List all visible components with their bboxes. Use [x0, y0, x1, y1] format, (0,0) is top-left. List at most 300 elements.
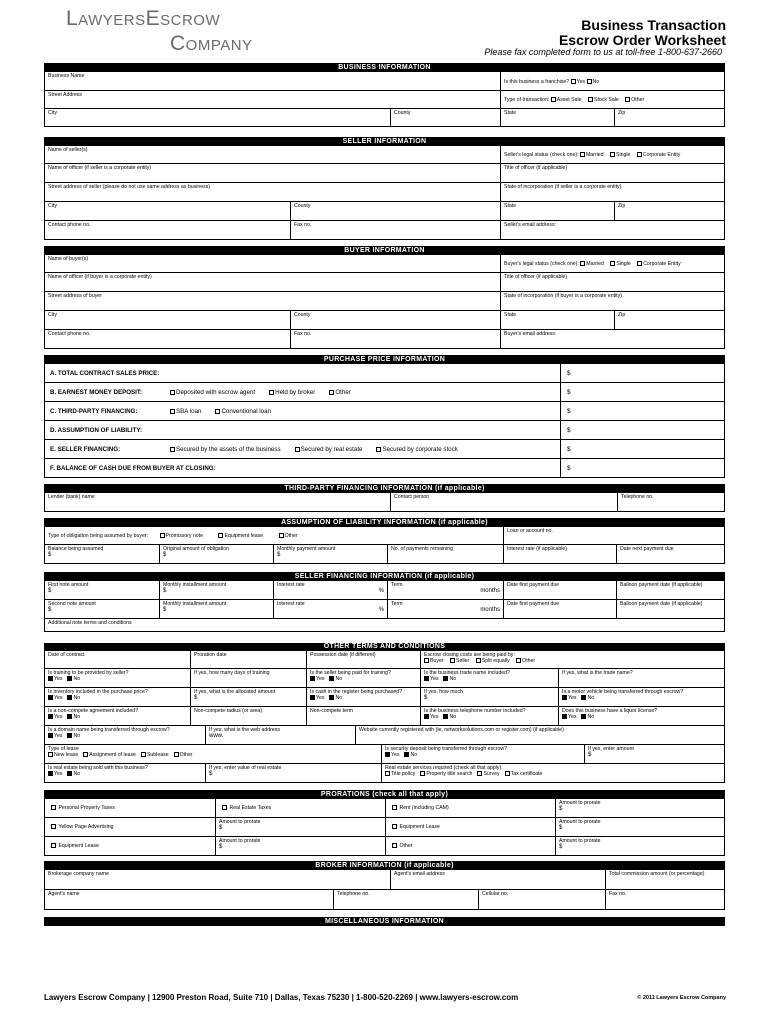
rent-checkbox[interactable]	[392, 805, 397, 810]
equipment-2-amount-field[interactable]	[215, 837, 385, 855]
survey-checkbox[interactable]	[477, 771, 482, 776]
earnest-money-label: B. EARNEST MONEY DEPOSIT:	[50, 388, 143, 396]
seller-corporate-label: Corporate Entity	[642, 152, 681, 158]
buyer-officer-title-field[interactable]	[500, 273, 724, 291]
business-section	[44, 63, 725, 127]
noncompete-question-label: Is a non-compete agreement included?	[48, 708, 138, 714]
equipment-lease-checkbox[interactable]	[218, 533, 223, 538]
street-address-field[interactable]	[45, 91, 500, 108]
seller-financing-section	[44, 572, 725, 632]
secured-stock-checkbox[interactable]	[376, 447, 381, 452]
buyer-street-label: Street address of buyer	[48, 293, 102, 299]
seller-email-field[interactable]	[500, 221, 724, 239]
seller-financing-amount[interactable]: $	[560, 440, 724, 458]
seller-single-label: Single	[616, 152, 631, 158]
noncompete-yes-label: Yes	[54, 714, 63, 721]
second-note-label: Second note amount	[48, 601, 96, 607]
lender-phone-field[interactable]	[617, 493, 724, 511]
first-installment-label: Monthly installment amount	[163, 582, 227, 588]
inventory-no-checkbox[interactable]	[67, 695, 72, 700]
costs-split-checkbox[interactable]	[476, 658, 481, 663]
equipment-amount-label: Amount to prorate	[559, 819, 601, 825]
second-installment-field[interactable]	[159, 600, 273, 618]
street-address-label: Street Address	[48, 92, 83, 98]
paid-no-checkbox[interactable]	[329, 676, 334, 681]
fax-note: Please fax completed form to us at toll-free 1-800-637-2660	[484, 47, 722, 57]
seller-financing-label: E. SELLER FINANCING:	[50, 445, 121, 453]
assignment-checkbox[interactable]	[83, 752, 88, 757]
prorations-heading: PRORATIONS (check all that apply)	[44, 790, 725, 799]
balance-cash-amount[interactable]: $	[560, 459, 724, 477]
equipment-lease-proration-label: Equipment Lease	[399, 824, 440, 830]
cash-register-label: Is cash in the register being purchased?	[310, 689, 402, 695]
buyer-email-field[interactable]	[500, 330, 724, 348]
inventory-yes-label: Yes	[54, 695, 63, 702]
noncompete-radius-field[interactable]	[190, 707, 306, 725]
misc-notes-area[interactable]	[44, 926, 725, 986]
contact-person-field[interactable]	[390, 493, 617, 511]
real-estate-no-checkbox[interactable]	[67, 771, 72, 776]
real-estate-value-field[interactable]	[205, 764, 381, 782]
seller-fax-field[interactable]	[290, 221, 500, 239]
buyer-city-field[interactable]	[45, 311, 290, 329]
seller-married-checkbox[interactable]	[580, 152, 585, 157]
buyer-corporate-checkbox[interactable]	[637, 261, 642, 266]
deposited-escrow-label: Deposited with escrow agent	[176, 388, 256, 396]
real-estate-value-dollar: $	[209, 771, 213, 778]
costs-split-label: Split equally	[481, 658, 510, 665]
business-city-field[interactable]	[45, 109, 390, 126]
equipment-lease-option-2	[45, 837, 215, 855]
other-amount-field[interactable]	[555, 837, 724, 855]
agent-phone-field[interactable]	[333, 890, 478, 909]
brokerage-name-field[interactable]	[45, 870, 390, 889]
second-payment-field[interactable]	[503, 600, 616, 618]
first-term-label: Term	[391, 582, 403, 588]
monthly-payment-label: Monthly payment amount	[277, 546, 336, 552]
lease-other-label: Other	[179, 752, 193, 759]
buyer-married-checkbox[interactable]	[580, 261, 585, 266]
payments-remaining-field[interactable]	[387, 545, 503, 563]
seller-incorporation-label: State of incorporation (if seller is a corporate entity)	[504, 184, 622, 190]
original-amount-dollar: $	[163, 552, 167, 559]
second-interest-field[interactable]	[273, 600, 387, 618]
first-term-months: months	[480, 588, 500, 595]
vehicle-no-label: No	[587, 695, 595, 702]
domain-no-checkbox[interactable]	[67, 733, 72, 738]
domain-question	[45, 726, 205, 744]
first-interest-percent: %	[378, 588, 384, 595]
assumption-liability-amount[interactable]: $	[560, 421, 724, 439]
seller-street-label: Street address of seller (please do not use same address as business)	[48, 184, 211, 190]
inventory-question	[45, 688, 190, 706]
broker-section	[44, 861, 725, 910]
buyer-section	[44, 246, 725, 349]
buyer-legal-status	[500, 255, 724, 272]
first-interest-field[interactable]	[273, 581, 387, 599]
loan-number-field[interactable]	[503, 527, 724, 544]
trade-yes-checkbox[interactable]	[424, 676, 429, 681]
training-paid-question	[306, 669, 420, 687]
phone-number-label: Is the business telephone number included?	[424, 708, 526, 714]
liquor-no-checkbox[interactable]	[581, 714, 586, 719]
liquor-question-label: Does this business have a liquor license?	[562, 708, 658, 714]
costs-other-label: Other	[522, 658, 536, 665]
first-term-field[interactable]	[387, 581, 503, 599]
seller-city-field[interactable]	[45, 202, 290, 220]
noncompete-no-label: No	[73, 714, 81, 721]
deposit-yes-checkbox[interactable]	[385, 752, 390, 757]
buyer-county-field[interactable]	[290, 311, 500, 329]
first-payment-label: Date first payment due	[507, 582, 560, 588]
interest-rate-field[interactable]	[503, 545, 616, 563]
agent-name-field[interactable]	[45, 890, 333, 909]
new-lease-checkbox[interactable]	[48, 752, 53, 757]
liquor-yes-checkbox[interactable]	[562, 714, 567, 719]
buyer-corporate-label: Corporate Entity	[643, 261, 681, 267]
balance-assumed-label: Balance being assumed	[48, 546, 104, 552]
other-sale-checkbox[interactable]	[625, 97, 630, 102]
inventory-amount-label: If yes, what is the allocated amount	[194, 689, 276, 695]
equipment-2-amount-label: Amount to prorate	[219, 838, 261, 844]
first-note-label: First note amount	[48, 582, 89, 588]
inventory-no-label: No	[73, 695, 81, 702]
asset-sale-label: Asset Sale	[556, 97, 582, 103]
document-title	[559, 18, 726, 48]
seller-zip-label: Zip	[618, 203, 626, 209]
trade-no-checkbox[interactable]	[443, 676, 448, 681]
cash-yes-label: Yes	[316, 695, 325, 702]
deposited-escrow-checkbox[interactable]	[170, 390, 175, 395]
costs-seller-label: Seller	[456, 658, 470, 665]
paid-yes-label: Yes	[316, 676, 325, 683]
real-estate-no-label: No	[73, 771, 81, 778]
additional-terms-field[interactable]	[45, 619, 724, 631]
agent-fax-field[interactable]	[605, 890, 724, 909]
second-balloon-field[interactable]	[616, 600, 724, 618]
seller-state-field[interactable]	[500, 202, 614, 220]
training-yes-checkbox[interactable]	[48, 676, 53, 681]
title-policy-checkbox[interactable]	[385, 771, 390, 776]
equipment-amount-field[interactable]	[555, 818, 724, 836]
second-note-field[interactable]	[45, 600, 159, 618]
first-installment-field[interactable]	[159, 581, 273, 599]
business-heading: BUSINESS INFORMATION	[44, 63, 725, 72]
seller-officer-title-label: Title of officer (if applicable)	[504, 165, 568, 171]
agent-cell-field[interactable]	[478, 890, 605, 909]
other-proration-checkbox[interactable]	[392, 843, 397, 848]
page-footer	[44, 993, 726, 1002]
secured-real-estate-label: Secured by real estate	[300, 445, 363, 453]
new-lease-label: New lease	[54, 752, 79, 759]
sublease-label: Sublease	[146, 752, 169, 759]
equipment-lease-2-checkbox[interactable]	[51, 843, 56, 848]
equipment-lease-proration-checkbox[interactable]	[392, 824, 397, 829]
second-term-label: Term	[391, 601, 403, 607]
balance-cash-row	[45, 459, 724, 478]
trade-name-field[interactable]	[558, 669, 724, 687]
transaction-type-label: Type of transaction:	[504, 97, 550, 103]
commission-field[interactable]	[605, 870, 724, 889]
secured-real-estate-checkbox[interactable]	[295, 447, 300, 452]
seller-state-label: State	[504, 203, 517, 209]
phone-number-question	[420, 707, 558, 725]
possession-date-field[interactable]	[306, 651, 420, 668]
how-much-field[interactable]	[420, 688, 558, 706]
seller-legal-status-label: Seller's legal status (check one):	[504, 152, 579, 158]
seller-names-field[interactable]	[45, 146, 500, 163]
training-no-label: No	[73, 676, 81, 683]
purchase-section	[44, 355, 725, 478]
business-zip-field[interactable]	[614, 109, 724, 126]
personal-property-checkbox[interactable]	[51, 805, 56, 810]
total-price-amount[interactable]: $	[560, 364, 724, 382]
third-party-financing-row	[45, 402, 724, 421]
franchise-question	[500, 72, 724, 90]
logo-line-1: LawyersEscrow	[66, 7, 221, 30]
other-proration-option	[385, 837, 555, 855]
tax-cert-label: Tax certificate	[510, 771, 543, 778]
buyer-officer-name-field[interactable]	[45, 273, 500, 291]
equipment-lease-label: Equipment lease	[224, 533, 264, 539]
business-name-field[interactable]	[45, 72, 500, 90]
first-balloon-field[interactable]	[616, 581, 724, 599]
trade-name-question	[420, 669, 558, 687]
buyer-names-label: Name of buyer(s)	[48, 256, 89, 262]
yellow-page-checkbox[interactable]	[51, 824, 56, 829]
proration-date-field[interactable]	[190, 651, 306, 668]
deposit-amount-dollar: $	[588, 752, 592, 759]
liquor-no-label: No	[587, 714, 595, 721]
seller-county-label: County	[294, 203, 311, 209]
agent-cell-label: Cellular no.	[482, 891, 509, 897]
buyer-fax-label: Fax no.	[294, 331, 312, 337]
monthly-payment-field[interactable]	[273, 545, 387, 563]
buyer-heading: BUYER INFORMATION	[44, 246, 725, 255]
misc-heading: MISCELLANEOUS INFORMATION	[44, 917, 725, 926]
vehicle-question	[558, 688, 724, 706]
real-estate-yes-checkbox[interactable]	[48, 771, 53, 776]
training-days-field[interactable]	[190, 669, 306, 687]
phone-no-checkbox[interactable]	[443, 714, 448, 719]
phone-yes-checkbox[interactable]	[424, 714, 429, 719]
rent-amount-label: Amount to prorate	[559, 800, 601, 806]
real-estate-question	[45, 764, 205, 782]
next-payment-field[interactable]	[616, 545, 724, 563]
phone-no-label: No	[449, 714, 457, 721]
domain-yes-checkbox[interactable]	[48, 733, 53, 738]
vehicle-question-label: Is a motor vehicle being transferred through escrow?	[562, 689, 684, 695]
seller-email-label: Seller's email address:	[504, 222, 557, 228]
seller-married-label: Married	[585, 152, 604, 158]
yellow-page-amount-field[interactable]	[215, 818, 385, 836]
title-line-2: Escrow Order Worksheet	[558, 32, 726, 48]
re-services	[381, 764, 724, 782]
second-term-field[interactable]	[387, 600, 503, 618]
inventory-yes-checkbox[interactable]	[48, 695, 53, 700]
lender-name-field[interactable]	[45, 493, 390, 511]
franchise-yes-checkbox[interactable]	[571, 79, 576, 84]
security-deposit-question	[381, 745, 584, 763]
closing-costs-field	[420, 651, 724, 668]
seller-single-checkbox[interactable]	[610, 152, 615, 157]
assignment-label: Assignment of lease	[89, 752, 136, 759]
cash-no-checkbox[interactable]	[329, 695, 334, 700]
deposit-no-checkbox[interactable]	[404, 752, 409, 757]
conventional-loan-label: Conventional loan	[221, 407, 272, 415]
seller-officer-name-field[interactable]	[45, 164, 500, 182]
prorations-section	[44, 790, 725, 856]
buyer-single-label: Single	[616, 261, 631, 267]
inventory-amount-field[interactable]	[190, 688, 306, 706]
inventory-question-label: Is inventory included in the purchase price?	[48, 689, 148, 695]
vehicle-no-checkbox[interactable]	[581, 695, 586, 700]
seller-officer-name-label: Name of officer (if seller is a corporate entity)	[48, 165, 152, 171]
assumption-section	[44, 518, 725, 564]
noncompete-no-checkbox[interactable]	[67, 714, 72, 719]
costs-buyer-checkbox[interactable]	[424, 658, 429, 663]
brokerage-name-label: Brokerage company name	[48, 871, 109, 877]
paid-yes-checkbox[interactable]	[310, 676, 315, 681]
business-zip-label: Zip	[618, 110, 626, 116]
yellow-page-amount-label: Amount to prorate	[219, 819, 261, 825]
buyer-state-field[interactable]	[500, 311, 614, 329]
total-price-row	[45, 364, 724, 383]
first-payment-field[interactable]	[503, 581, 616, 599]
seller-corporate-checkbox[interactable]	[637, 152, 642, 157]
inventory-amount-dollar: $	[194, 695, 198, 702]
secured-assets-checkbox[interactable]	[170, 447, 175, 452]
buyer-incorporation-field[interactable]	[500, 292, 724, 310]
buyer-phone-label: Contact phone no.	[48, 331, 91, 337]
business-county-label: County	[394, 110, 411, 116]
franchise-no-label: No	[592, 79, 600, 85]
promissory-note-checkbox[interactable]	[160, 533, 165, 538]
first-note-field[interactable]	[45, 581, 159, 599]
buyer-street-field[interactable]	[45, 292, 500, 310]
lease-other-checkbox[interactable]	[174, 752, 179, 757]
agent-email-field[interactable]	[390, 870, 605, 889]
equipment-2-amount-dollar: $	[219, 844, 223, 851]
liquor-question	[558, 707, 724, 725]
buyer-state-label: State	[504, 312, 517, 318]
tax-cert-checkbox[interactable]	[505, 771, 510, 776]
seller-street-field[interactable]	[45, 183, 500, 201]
liquor-yes-label: Yes	[568, 714, 577, 721]
seller-county-field[interactable]	[290, 202, 500, 220]
personal-property-option	[45, 799, 215, 817]
deposit-amount-field[interactable]	[584, 745, 724, 763]
earnest-money-amount[interactable]: $	[560, 383, 724, 401]
training-no-checkbox[interactable]	[67, 676, 72, 681]
seller-phone-label: Contact phone no.	[48, 222, 91, 228]
buyer-names-field[interactable]	[45, 255, 500, 272]
asset-sale-checkbox[interactable]	[551, 97, 556, 102]
sba-loan-label: SBA loan	[176, 407, 202, 415]
business-county-field[interactable]	[390, 109, 500, 126]
seller-zip-field[interactable]	[614, 202, 724, 220]
earnest-other-checkbox[interactable]	[329, 390, 334, 395]
first-balloon-label: Balloon payment date (if applicable)	[620, 582, 703, 588]
buyer-incorporation-label: State of incorporation (if buyer is a corporate entity)	[504, 293, 622, 299]
buyer-phone-field[interactable]	[45, 330, 290, 348]
seller-heading: SELLER INFORMATION	[44, 137, 725, 146]
costs-seller-checkbox[interactable]	[450, 658, 455, 663]
conventional-loan-checkbox[interactable]	[215, 409, 220, 414]
noncompete-term-label: Non-compete term	[310, 708, 353, 714]
business-name-label: Business Name	[48, 73, 85, 79]
seller-names-label: Name of seller(s)	[48, 147, 88, 153]
second-term-months: months	[480, 607, 500, 614]
registrar-label: Website currently registered with (ie, networksolutions.com or register.com) (if applicable)	[359, 727, 564, 733]
proration-date-label: Proration date	[194, 652, 227, 658]
yellow-page-amount-dollar: $	[219, 825, 223, 832]
broker-heading: BROKER INFORMATION (if applicable)	[44, 861, 725, 870]
sublease-checkbox[interactable]	[141, 752, 146, 757]
payments-remaining-label: No. of payments remaining	[391, 546, 453, 552]
obligation-other-label: Other	[284, 533, 298, 539]
monthly-payment-dollar: $	[277, 552, 281, 559]
sba-loan-checkbox[interactable]	[170, 409, 175, 414]
rent-amount-field[interactable]	[555, 799, 724, 817]
contract-date-label: Date of contract	[48, 652, 85, 658]
noncompete-term-field[interactable]	[306, 707, 420, 725]
buyer-fax-field[interactable]	[290, 330, 500, 348]
title-search-checkbox[interactable]	[420, 771, 425, 776]
cash-register-question	[306, 688, 420, 706]
re-services-label: Real estate services required (check all that apply):	[385, 765, 503, 771]
website-www: www.	[209, 733, 224, 740]
business-state-field[interactable]	[500, 109, 614, 126]
real-estate-value-label: If yes, enter value of real estate	[209, 765, 282, 771]
seller-incorporation-field[interactable]	[500, 183, 724, 201]
seller-phone-field[interactable]	[45, 221, 290, 239]
promissory-note-label: Promissory note	[165, 533, 204, 539]
first-note-dollar: $	[48, 588, 52, 595]
buyer-zip-label: Zip	[618, 312, 626, 318]
possession-date-label: Possession date (if different)	[310, 652, 376, 658]
obligation-other-checkbox[interactable]	[279, 533, 284, 538]
seller-officer-title-field[interactable]	[500, 164, 724, 182]
noncompete-yes-checkbox[interactable]	[48, 714, 53, 719]
buyer-zip-field[interactable]	[614, 311, 724, 329]
cash-yes-checkbox[interactable]	[310, 695, 315, 700]
original-amount-field[interactable]	[159, 545, 273, 563]
security-deposit-label: Is security deposit being transferred through escrow?	[385, 746, 507, 752]
lender-phone-label: Telephone no.	[621, 494, 654, 500]
assumption-liability-row	[45, 421, 724, 440]
real-estate-taxes-checkbox[interactable]	[222, 805, 227, 810]
domain-yes-label: Yes	[54, 733, 63, 740]
franchise-label: Is this business a franchise?	[504, 79, 570, 85]
buyer-single-checkbox[interactable]	[610, 261, 615, 266]
franchise-no-checkbox[interactable]	[587, 79, 592, 84]
stock-sale-checkbox[interactable]	[588, 97, 593, 102]
costs-other-checkbox[interactable]	[516, 658, 521, 663]
assumption-liability-label: D. ASSUMPTION OF LIABILITY:	[50, 426, 143, 434]
vehicle-yes-checkbox[interactable]	[562, 695, 567, 700]
buyer-legal-status-label: Buyer's legal status (check one):	[504, 261, 579, 267]
balance-assumed-field[interactable]	[45, 545, 159, 563]
website-field[interactable]	[205, 726, 355, 744]
trade-yes-label: Yes	[430, 676, 439, 683]
second-interest-percent: %	[378, 607, 384, 614]
rent-amount-dollar: $	[559, 806, 563, 813]
contract-date-field[interactable]	[45, 651, 190, 668]
held-broker-checkbox[interactable]	[269, 390, 274, 395]
third-party-financing-amount[interactable]: $	[560, 402, 724, 420]
registrar-field[interactable]	[355, 726, 724, 744]
